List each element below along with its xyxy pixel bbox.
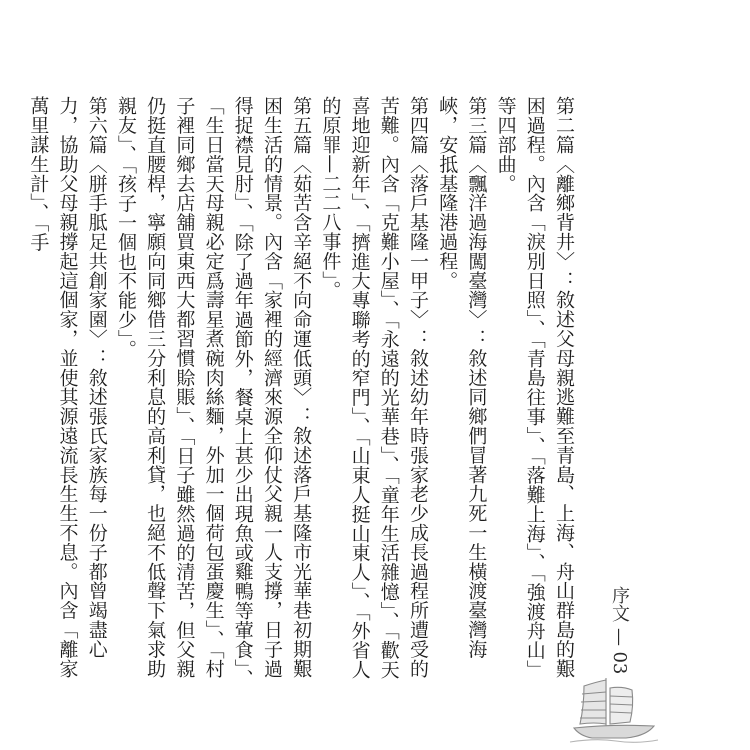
paragraph: 第三篇〈飄洋過海闖臺灣〉：敘述同鄉們冒著九死一生橫渡臺灣海峽，安抵基隆港過程。 — [436, 96, 488, 659]
footer-dash: — — [609, 627, 630, 646]
paragraph: 第四篇〈落戶基隆一甲子〉：敘述幼年時張家老少成長過程所遭受的苦難。內含「克難小屋」、「永遠的光華巷」、「童年生活雜憶」、「歡天喜地迎新年」、「擠進大專聯考的窄門」、「山東人挺山東人」、「外省人的原罪—二二八事件」。 — [319, 96, 429, 680]
section-title: 序文 — [609, 586, 630, 622]
paragraph: 第五篇〈茹苦含辛絕不向命運低頭〉：敘述落戶基隆市光華巷初期艱困生活的情景。內含「家裡的經濟來源全仰仗父親一人支撐，日子過得捉襟見肘」、「除了過年過節外，餐桌上甚少出現魚或雞鴨等葷食」、「生日當天母親必定爲壽星煮碗肉絲麵，外加一個荷包蛋慶生」、「村子裡同鄉去店舖買東西大都習慣賒賬」、「日子雖然過的清苦，但父親仍挺直腰桿，寧願向同鄉借三分利息的高利貸，也絕不低聲下氣求助親友」、「孩子一個也不能少」。 — [114, 96, 313, 689]
page-footer — [596, 586, 632, 676]
paragraph: 第二篇〈離鄉背井〉：敘述父母親逃難至青島、上海、舟山群島的艱困過程。內含「淚別日照」、「青島往事」、「落難上海」、「強渡舟山」等四部曲。 — [494, 96, 575, 680]
junk-boat-icon — [566, 672, 662, 744]
paragraph: 第六篇〈胼手胝足共創家園〉：敘述張氏家族每一份子都曾竭盡心力，協助父母親撐起這個家，並使其源遠流長生生不息。內含「離家萬里謀生計」、「手 — [27, 96, 108, 678]
body-text — [27, 96, 578, 696]
page-number: 03 — [609, 651, 630, 675]
